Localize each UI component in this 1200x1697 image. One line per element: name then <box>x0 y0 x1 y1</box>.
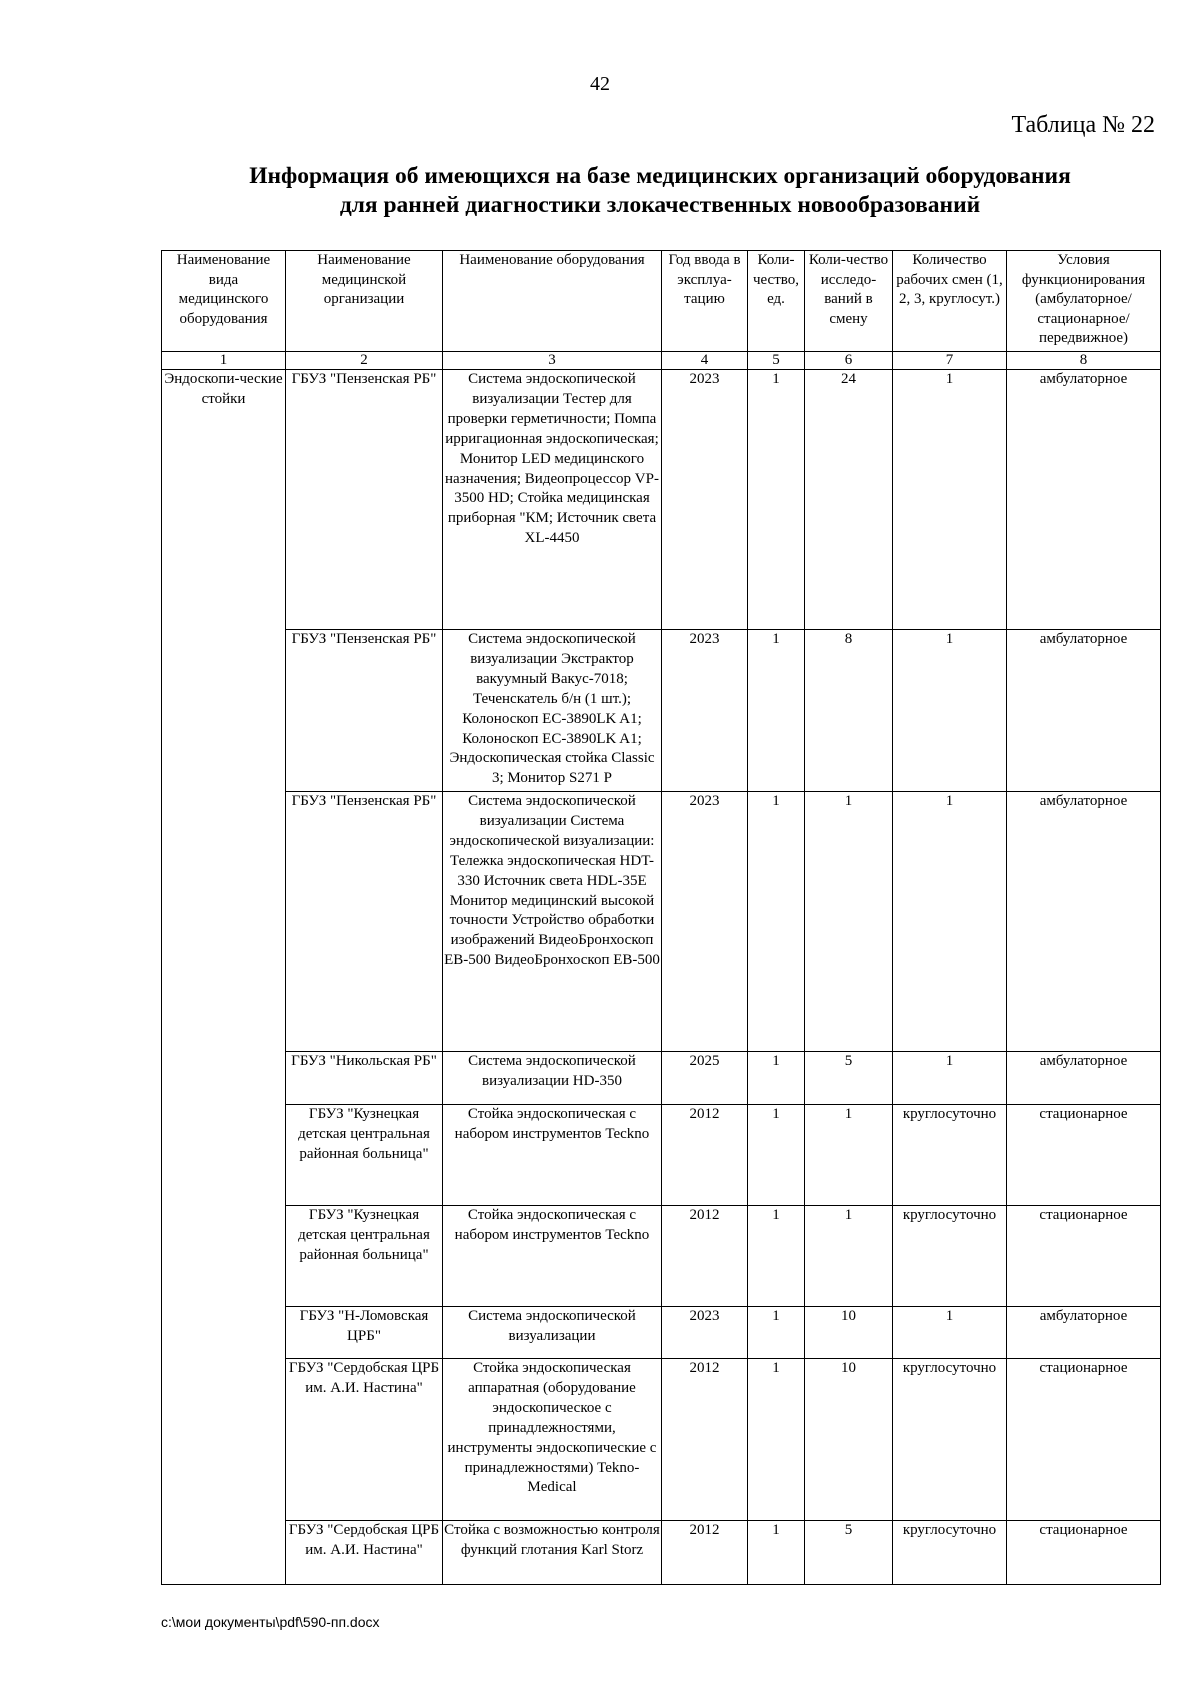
quantity-cell: 1 <box>748 370 805 630</box>
equipment-type-cell <box>162 630 286 792</box>
header-cell: Условия функционирования (амбулаторное/ стационарное/ передвижное) <box>1007 251 1161 352</box>
year-cell: 2023 <box>662 630 748 792</box>
page-number: 42 <box>590 73 610 95</box>
quantity-cell: 1 <box>748 1307 805 1359</box>
column-number: 6 <box>805 352 893 370</box>
shifts-cell: 1 <box>893 792 1007 1052</box>
file-path-footer: c:\мои документы\pdf\590-пп.docx <box>161 1614 380 1630</box>
column-number: 7 <box>893 352 1007 370</box>
conditions-cell: амбулаторное <box>1007 1052 1161 1105</box>
quantity-cell: 1 <box>748 1206 805 1307</box>
equipment-cell: Система эндоскопической визуализации <box>443 1307 662 1359</box>
table-row <box>162 792 1161 1052</box>
studies-cell: 8 <box>805 630 893 792</box>
equipment-cell: Стойка эндоскопическая аппаратная (оборудование эндоскопическое с принадлежностями, инструменты эндоскопические с принадлежностями) Tekno-Medical <box>443 1359 662 1521</box>
equipment-type-cell <box>162 792 286 1052</box>
header-row <box>162 251 1161 352</box>
organization-cell: ГБУЗ "Кузнецкая детская центральная районная больница" <box>286 1105 443 1206</box>
equipment-type-cell <box>162 1307 286 1359</box>
title-line: для ранней диагностики злокачественных новообразований <box>339 192 981 218</box>
table-row <box>162 1206 1161 1307</box>
column-number-row <box>162 352 1161 370</box>
organization-cell: ГБУЗ "Пензенская РБ" <box>286 792 443 1052</box>
year-cell: 2012 <box>662 1206 748 1307</box>
conditions-cell: амбулаторное <box>1007 370 1161 630</box>
shifts-cell: круглосуточно <box>893 1521 1007 1585</box>
equipment-cell: Стойка эндоскопическая с набором инструментов Teckno <box>443 1105 662 1206</box>
shifts-cell: 1 <box>893 1307 1007 1359</box>
equipment-table <box>161 250 1161 1585</box>
equipment-cell: Система эндоскопической визуализации Тестер для проверки герметичности; Помпа ирригационная эндоскопическая; Монитор LED медицинского назначения; Видеопроцессор VP-3500 HD; Стойка медицинская приборная "КМ; Источник света XL-4450 <box>443 370 662 630</box>
studies-cell: 10 <box>805 1307 893 1359</box>
column-number: 1 <box>162 352 286 370</box>
organization-cell: ГБУЗ "Сердобская ЦРБ им. А.И. Настина" <box>286 1359 443 1521</box>
conditions-cell: амбулаторное <box>1007 792 1161 1052</box>
organization-cell: ГБУЗ "Сердобская ЦРБ им. А.И. Настина" <box>286 1521 443 1585</box>
shifts-cell: круглосуточно <box>893 1105 1007 1206</box>
table-row <box>162 1052 1161 1105</box>
quantity-cell: 1 <box>748 1521 805 1585</box>
header-cell: Количество рабочих смен (1, 2, 3, круглосут.) <box>893 251 1007 352</box>
year-cell: 2012 <box>662 1105 748 1206</box>
equipment-cell: Стойка с возможностью контроля функций глотания Karl Storz <box>443 1521 662 1585</box>
header-cell: Наименование вида медицинского оборудования <box>162 251 286 352</box>
table-row <box>162 1521 1161 1585</box>
table-caption: Таблица № 22 <box>1011 112 1155 138</box>
year-cell: 2012 <box>662 1359 748 1521</box>
studies-cell: 1 <box>805 1206 893 1307</box>
year-cell: 2023 <box>662 1307 748 1359</box>
table-row <box>162 630 1161 792</box>
column-number: 8 <box>1007 352 1161 370</box>
equipment-type-cell <box>162 1052 286 1105</box>
studies-cell: 5 <box>805 1052 893 1105</box>
table-row <box>162 1359 1161 1521</box>
equipment-cell: Стойка эндоскопическая с набором инструментов Teckno <box>443 1206 662 1307</box>
equipment-cell: Система эндоскопической визуализации HD-350 <box>443 1052 662 1105</box>
column-number: 5 <box>748 352 805 370</box>
conditions-cell: стационарное <box>1007 1206 1161 1307</box>
equipment-cell: Система эндоскопической визуализации Экстрактор вакуумный Вакус-7018; Теченскатель б/н (1 шт.); Колоноскоп EC-3890LK A1; Колоноскоп EC-3890LK A1; Эндоскопическая стойка Classic 3; Монитор S271 P <box>443 630 662 792</box>
column-number: 2 <box>286 352 443 370</box>
header-cell: Наименование медицинской организации <box>286 251 443 352</box>
table-row <box>162 370 1161 630</box>
studies-cell: 5 <box>805 1521 893 1585</box>
header-cell: Коли-чество исследо-ваний в смену <box>805 251 893 352</box>
quantity-cell: 1 <box>748 792 805 1052</box>
conditions-cell: амбулаторное <box>1007 1307 1161 1359</box>
header-cell: Коли-чество, ед. <box>748 251 805 352</box>
shifts-cell: 1 <box>893 370 1007 630</box>
quantity-cell: 1 <box>748 630 805 792</box>
header-cell: Наименование оборудования <box>443 251 662 352</box>
shifts-cell: 1 <box>893 1052 1007 1105</box>
conditions-cell: стационарное <box>1007 1521 1161 1585</box>
table-row <box>162 1105 1161 1206</box>
organization-cell: ГБУЗ "Никольская РБ" <box>286 1052 443 1105</box>
equipment-type-cell <box>162 1105 286 1206</box>
document-title <box>150 162 1170 220</box>
year-cell: 2012 <box>662 1521 748 1585</box>
year-cell: 2025 <box>662 1052 748 1105</box>
quantity-cell: 1 <box>748 1105 805 1206</box>
shifts-cell: 1 <box>893 630 1007 792</box>
organization-cell: ГБУЗ "Н-Ломовская ЦРБ" <box>286 1307 443 1359</box>
quantity-cell: 1 <box>748 1052 805 1105</box>
studies-cell: 24 <box>805 370 893 630</box>
year-cell: 2023 <box>662 792 748 1052</box>
table-row <box>162 1307 1161 1359</box>
title-line: Информация об имеющихся на базе медицинских организаций оборудования <box>249 163 1071 189</box>
equipment-type-cell <box>162 1521 286 1585</box>
year-cell: 2023 <box>662 370 748 630</box>
conditions-cell: стационарное <box>1007 1105 1161 1206</box>
column-number: 4 <box>662 352 748 370</box>
studies-cell: 1 <box>805 1105 893 1206</box>
shifts-cell: круглосуточно <box>893 1206 1007 1307</box>
conditions-cell: амбулаторное <box>1007 630 1161 792</box>
header-cell: Год ввода в эксплуа-тацию <box>662 251 748 352</box>
quantity-cell: 1 <box>748 1359 805 1521</box>
equipment-cell: Система эндоскопической визуализации Система эндоскопической визуализации: Тележка эндоскопическая HDT-330 Источник света HDL-35E Монитор медицинский высокой точности Устройство обработки изображений ВидеоБронхоскоп EB-500 ВидеоБронхоскоп EB-500 <box>443 792 662 1052</box>
organization-cell: ГБУЗ "Кузнецкая детская центральная районная больница" <box>286 1206 443 1307</box>
column-number: 3 <box>443 352 662 370</box>
conditions-cell: стационарное <box>1007 1359 1161 1521</box>
studies-cell: 10 <box>805 1359 893 1521</box>
equipment-type-cell <box>162 1359 286 1521</box>
shifts-cell: круглосуточно <box>893 1359 1007 1521</box>
equipment-type-cell <box>162 1206 286 1307</box>
equipment-type-cell: Эндоскопи-ческие стойки <box>162 370 286 630</box>
studies-cell: 1 <box>805 792 893 1052</box>
organization-cell: ГБУЗ "Пензенская РБ" <box>286 630 443 792</box>
organization-cell: ГБУЗ "Пензенская РБ" <box>286 370 443 630</box>
